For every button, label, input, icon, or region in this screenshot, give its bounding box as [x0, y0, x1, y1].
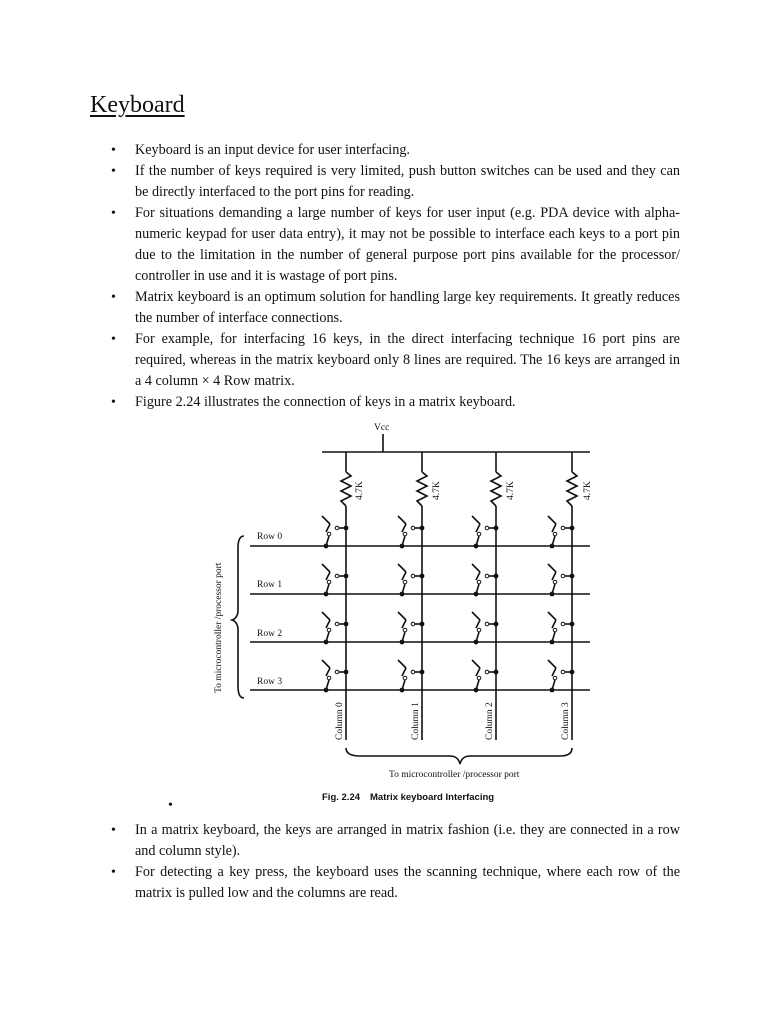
key-switch-blade [326, 572, 330, 580]
key-contact [477, 580, 481, 584]
key-switch [398, 516, 406, 524]
junction-dot [570, 622, 575, 627]
bottom-brace [346, 748, 572, 764]
key-switch [398, 612, 406, 620]
key-switch [322, 660, 330, 668]
key-contact [411, 526, 415, 530]
bullet-list-intro [108, 140, 680, 413]
column-label-0: Column 0 [335, 702, 345, 740]
key-contact [411, 622, 415, 626]
key-contact [411, 574, 415, 578]
junction-dot [494, 622, 499, 627]
junction-dot [324, 688, 329, 693]
junction-dot [420, 670, 425, 675]
list-item: • For example, for interfacing 16 keys, in the direct interfacing technique 16 port pins are required, whereas in the matrix keyboard only 8 lines are required. The 16 keys are arranged in a 4 column × 4 Row matrix. [108, 329, 680, 392]
key-contact [327, 676, 331, 680]
matrix-keyboard-diagram [200, 418, 610, 808]
key-switch-blade [476, 572, 480, 580]
junction-dot [400, 592, 405, 597]
resistor-label: 4.7K [355, 481, 365, 500]
key-contact [553, 676, 557, 680]
junction-dot [570, 670, 575, 675]
junction-dot [344, 526, 349, 531]
key-contact [327, 580, 331, 584]
key-switch-blade [552, 524, 556, 532]
key-switch-blade [552, 620, 556, 628]
key-contact [561, 622, 565, 626]
left-brace [232, 536, 244, 698]
key-contact [403, 532, 407, 536]
row-label-0: Row 0 [257, 532, 283, 542]
key-switch-blade [402, 620, 406, 628]
junction-dot [494, 526, 499, 531]
junction-dot [550, 592, 555, 597]
key-contact [561, 670, 565, 674]
junction-dot [474, 592, 479, 597]
junction-dot [324, 544, 329, 549]
junction-dot [550, 544, 555, 549]
key-switch-blade [552, 572, 556, 580]
key-switch [398, 564, 406, 572]
key-contact [403, 676, 407, 680]
column-label-1: Column 1 [411, 702, 421, 740]
key-contact [477, 628, 481, 632]
junction-dot [400, 640, 405, 645]
key-contact [553, 580, 557, 584]
key-switch [548, 612, 556, 620]
key-contact [335, 574, 339, 578]
resistor-1 [417, 472, 427, 506]
key-contact [485, 670, 489, 674]
vcc-label: Vcc [374, 423, 390, 433]
junction-dot [570, 574, 575, 579]
resistor-2 [491, 472, 501, 506]
key-switch-blade [476, 668, 480, 676]
junction-dot [344, 622, 349, 627]
key-switch [398, 660, 406, 668]
key-switch [472, 612, 480, 620]
key-contact [485, 622, 489, 626]
junction-dot [570, 526, 575, 531]
row-label-2: Row 2 [257, 629, 283, 639]
key-contact [561, 574, 565, 578]
key-contact [403, 580, 407, 584]
bottom-port-label: To microcontroller /processor port [389, 770, 520, 780]
key-switch-blade [326, 524, 330, 532]
list-item: • Matrix keyboard is an optimum solution for handling large key requirements. It greatly reduces the number of interface connections. [108, 287, 680, 329]
resistor-0 [341, 472, 351, 506]
key-switch-blade [402, 572, 406, 580]
key-contact [335, 622, 339, 626]
junction-dot [474, 688, 479, 693]
key-switch-blade [476, 620, 480, 628]
key-switch [472, 516, 480, 524]
junction-dot [344, 670, 349, 675]
junction-dot [400, 544, 405, 549]
resistor-label: 4.7K [583, 481, 593, 500]
key-switch-blade [402, 668, 406, 676]
key-contact [477, 532, 481, 536]
key-contact [553, 532, 557, 536]
resistor-label: 4.7K [506, 481, 516, 500]
list-item: • Figure 2.24 illustrates the connection of keys in a matrix keyboard. [108, 392, 680, 413]
junction-dot [420, 622, 425, 627]
key-contact [561, 526, 565, 530]
junction-dot [400, 688, 405, 693]
junction-dot [474, 640, 479, 645]
key-switch-blade [326, 620, 330, 628]
matrix-keyboard-figure [200, 418, 610, 808]
key-switch [548, 564, 556, 572]
column-label-3: Column 3 [561, 702, 571, 740]
key-switch [472, 564, 480, 572]
key-switch [322, 564, 330, 572]
list-item: • If the number of keys required is very limited, push button switches can be used and they can be directly interfaced to the port pins for reading. [108, 161, 680, 203]
list-item: • Keyboard is an input device for user interfacing. [108, 140, 680, 161]
key-switch-blade [326, 668, 330, 676]
bullet-list-details [108, 820, 680, 904]
key-contact [327, 628, 331, 632]
key-switch [548, 516, 556, 524]
key-contact [327, 532, 331, 536]
list-item: • For situations demanding a large number of keys for user input (e.g. PDA device with alpha-numeric keypad for user data entry), it may not be possible to interface each keys to a port pin due to the limitation in the number of general purpose port pins available for the processor/ controller in use and it is wastage of port pins. [108, 203, 680, 287]
key-contact [335, 526, 339, 530]
junction-dot [420, 526, 425, 531]
left-port-label: To microcontroller /processor port [214, 562, 224, 693]
key-contact [553, 628, 557, 632]
key-contact [403, 628, 407, 632]
junction-dot [474, 544, 479, 549]
resistor-3 [567, 472, 577, 506]
page-title: Keyboard [90, 92, 185, 118]
figure-caption-title: Matrix keyboard Interfacing [370, 792, 495, 803]
figure-caption-number: Fig. 2.24 [322, 792, 361, 803]
junction-dot [420, 574, 425, 579]
junction-dot [550, 688, 555, 693]
junction-dot [494, 574, 499, 579]
key-switch-blade [476, 524, 480, 532]
key-contact [485, 574, 489, 578]
row-label-3: Row 3 [257, 677, 283, 687]
key-switch [472, 660, 480, 668]
junction-dot [344, 574, 349, 579]
key-switch-blade [402, 524, 406, 532]
key-switch-blade [552, 668, 556, 676]
row-label-1: Row 1 [257, 580, 283, 590]
junction-dot [550, 640, 555, 645]
key-switch [548, 660, 556, 668]
key-contact [477, 676, 481, 680]
junction-dot [324, 592, 329, 597]
circuit-wires [322, 434, 590, 452]
list-item: • For detecting a key press, the keyboard uses the scanning technique, where each row of the matrix is pulled low and the columns are read. [108, 862, 680, 904]
empty-bullet: • [168, 798, 173, 813]
key-contact [485, 526, 489, 530]
column-label-2: Column 2 [485, 702, 495, 740]
key-contact [411, 670, 415, 674]
junction-dot [494, 670, 499, 675]
list-item: • In a matrix keyboard, the keys are arranged in matrix fashion (i.e. they are connected in a row and column style). [108, 820, 680, 862]
resistor-label: 4.7K [432, 481, 442, 500]
junction-dot [324, 640, 329, 645]
key-switch [322, 516, 330, 524]
key-switch [322, 612, 330, 620]
key-contact [335, 670, 339, 674]
